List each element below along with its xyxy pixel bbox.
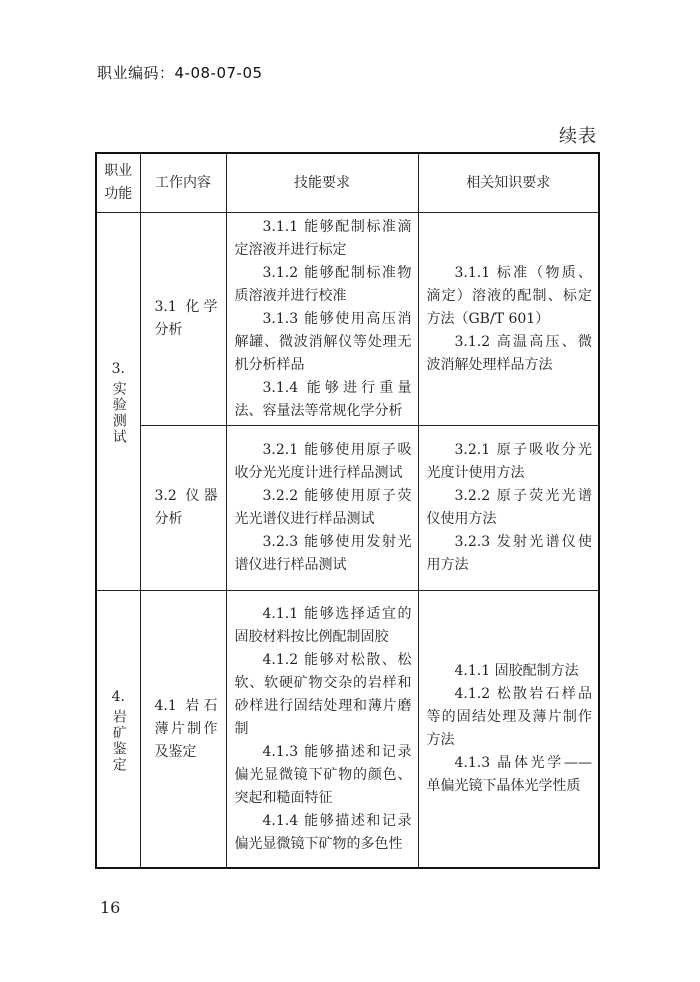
function-number: 4. xyxy=(111,688,125,705)
page-number: 16 xyxy=(100,898,121,917)
function-cell xyxy=(96,591,140,869)
skill-table xyxy=(95,152,600,869)
header-skills: 技能要求 xyxy=(226,153,418,213)
knowledge-cell xyxy=(418,591,599,869)
skill-item: 3.1.1 能够配制标准滴定溶液并进行标定 xyxy=(234,218,412,258)
skill-item: 4.1.3 能够描述和记录偏光显微镜下矿物的颜色、突起和糙面特征 xyxy=(234,743,412,806)
work-content: 3.2 仪器分析 xyxy=(140,426,226,591)
skill-item: 4.1.1 能够选择适宜的固胶材料按比例配制固胶 xyxy=(234,605,412,645)
function-name: 实验测试 xyxy=(110,381,127,445)
skill-item: 3.1.3 能够使用高压消解罐、微波消解仪等处理无机分析样品 xyxy=(234,310,412,373)
knowledge-item: 3.1.2 高温高压、微波消解处理样品方法 xyxy=(426,333,592,373)
skill-item: 3.1.2 能够配制标准物质溶液并进行校准 xyxy=(234,264,412,304)
function-cell xyxy=(96,213,140,591)
knowledge-item: 4.1.1 固胶配制方法 xyxy=(454,663,579,679)
skill-item: 4.1.2 能够对松散、松软、软硬矿物交杂的岩样和砂样进行固结处理和薄片磨制 xyxy=(234,651,412,737)
knowledge-item: 4.1.2 松散岩石样品等的固结处理及薄片制作方法 xyxy=(426,686,592,748)
skill-item: 3.1.4 能够进行重量法、容量法等常规化学分析 xyxy=(234,379,412,419)
function-number: 3. xyxy=(111,361,125,377)
skill-item: 3.2.3 能够使用发射光谱仪进行样品测试 xyxy=(234,534,412,573)
table-row xyxy=(96,426,599,591)
knowledge-cell xyxy=(418,426,599,591)
function-name: 岩矿鉴定 xyxy=(110,708,127,773)
knowledge-item: 3.2.1 原子吸收分光光度计使用方法 xyxy=(426,442,592,481)
header-work: 工作内容 xyxy=(140,153,226,213)
knowledge-item: 3.1.1 标准（物质、滴定）溶液的配制、标定方法（GB/T 601） xyxy=(426,264,592,327)
table-row xyxy=(96,213,599,426)
header-function: 职业 功能 xyxy=(96,153,140,213)
skill-item: 4.1.4 能够描述和记录偏光显微镜下矿物的多色性 xyxy=(234,812,412,852)
knowledge-item: 4.1.3 晶体光学——单偏光镜下晶体光学性质 xyxy=(426,755,592,794)
table-header-row xyxy=(96,153,599,213)
skill-item: 3.2.2 能够使用原子荧光光谱仪进行样品测试 xyxy=(234,488,412,527)
knowledge-cell xyxy=(418,213,599,426)
skills-cell xyxy=(226,213,418,426)
work-content: 3.1 化学分析 xyxy=(140,213,226,426)
work-content: 4.1 岩石薄片制作及鉴定 xyxy=(140,591,226,869)
continued-label: 续表 xyxy=(559,126,597,147)
knowledge-item: 3.2.3 发射光谱仪使用方法 xyxy=(426,534,592,573)
knowledge-item: 3.2.2 原子荧光光谱仪使用方法 xyxy=(426,488,592,527)
occupation-code: 职业编码：4-08-07-05 xyxy=(97,64,263,82)
skills-cell xyxy=(226,591,418,869)
header-knowledge: 相关知识要求 xyxy=(418,153,599,213)
skills-cell xyxy=(226,426,418,591)
skill-item: 3.2.1 能够使用原子吸收分光光度计进行样品测试 xyxy=(234,442,412,481)
table-row xyxy=(96,591,599,869)
